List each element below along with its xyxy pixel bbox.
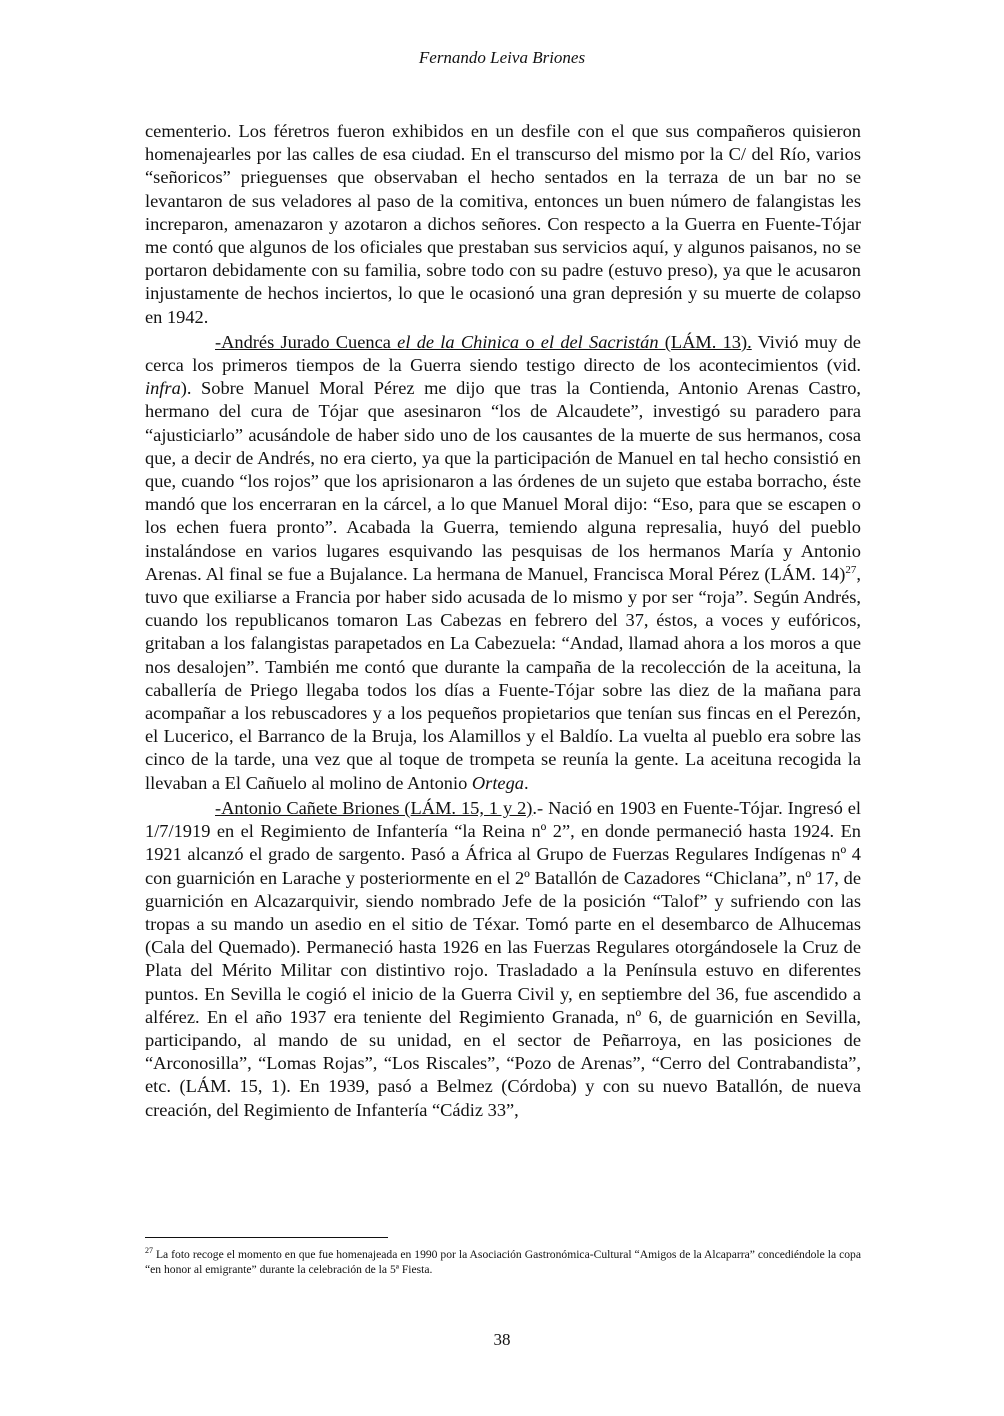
body-text [145, 120, 861, 1122]
person-heading: -Andrés Jurado Cuenca el de la Chinica o el del Sacristán (LÁM. 13). [215, 331, 752, 352]
paragraph-andres-jurado: -Andrés Jurado Cuenca el de la Chinica o el del Sacristán (LÁM. 13). Vivió muy de cerca los primeros tiempos de la Guerra siendo testigo directo de los acontecimientos (vid. infra). Sobre Manuel Moral Pérez me dijo que tras la Contienda, Antonio Arenas Castro, hermano del cura de Tójar que asesinaron “los de Alcaudete”, investigó su paradero para “ajusticiarlo” acusándole de haber sido uno de los causantes de la muerte de sus hermanos, cosa que, a decir de Andrés, no era cierto, ya que la participación de Manuel en tal hecho consistió en que, cuando “los rojos” que los aprisionaron a las órdenes de un sujeto que estaba borracho, éste mandó que los encerraran en la cárcel, a lo que Manuel Moral dijo: “Eso, para que se escapen o los echen fuera pronto”. Acabada la Guerra, temiendo alguna represalia, huyó del pueblo instalándose en varios lugares esquivando las pesquisas de los hermanos María y Antonio Arenas. Al final se fue a Bujalance. La hermana de Manuel, Francisca Moral Pérez (LÁM. 14)$^{27}$, tuvo que exiliarse a Francia por haber sido acusada de lo mismo y por ser “roja”. Según Andrés, cuando los republicanos tomaron Las Cabezas en febrero del 37, éstos, a voces y eufóricos, gritaban a los falangistas parapetados en La Cabezuela: “Andad, llamad ahora a los moros a que nos desalojen”. También me contó que durante la campaña de la recolección de la aceituna, la caballería de Priego llegaba todos los días a Fuente-Tójar sobre las diez de la mañana para acompañar a los rebuscadores y a los pequeños propietarios que tenían sus fincas en el Perezón, el Lucerico, el Barranco de la Bruja, los Alamillos y el Baldío. La vuelta al pueblo era sobre las cinco de la tarde, una vez que al toque de trompeta se reunía la gente. La aceituna recogida la llevaban a El Cañuelo al molino de Antonio Ortega. [145, 331, 861, 793]
footnote-number: 27 [145, 1246, 153, 1256]
footnote: $^{27}$ La foto recoge el momento en que fue homenajeada en 1990 por la Asociación Gastronómica-Cultural “Amigos de la Alcaparra” concediéndole la copa “en honor al emigrante” durante la celebración de la 5ª Fiesta. [145, 1246, 861, 1276]
footnote-divider [145, 1237, 388, 1238]
paragraph-1: cementerio. Los féretros fueron exhibidos en un desfile con el que sus compañeros quisieron homenajearles por las calles de esa ciudad. En el transcurso del mismo por la C/ del Río, varios “señoricos” prieguenses que observaban el hecho sentados en la terraza de un bar no se levantaron de sus veladores al paso de la comitiva, entonces un buen número de falangistas les increparon, amenazaron y azotaron a dichos señores. Con respecto a la Guerra en Fuente-Tójar me contó que algunos de los oficiales que prestaban sus servicios aquí, y algunos paisanos, no se portaron debidamente con su familia, sobre todo con su padre (estuvo preso), ya que le acusaron injustamente de hechos inciertos, lo que le ocasionó una gran depresión y su muerte de colapso en 1942. [145, 121, 861, 327]
running-header-author: Fernando Leiva Briones [418, 48, 586, 67]
page-number: 38 [493, 1330, 511, 1349]
person-heading: -Antonio Cañete Briones (LÁM. 15, 1 y 2) [215, 797, 533, 818]
paragraph-antonio-canete: -Antonio Cañete Briones (LÁM. 15, 1 y 2).- Nació en 1903 en Fuente-Tójar. Ingresó el 1/7/1919 en el Regimiento de Infantería “la Reina nº 2”, en donde permaneció hasta 1924. En 1921 alcanzó el grado de sargento. Pasó a África al Grupo de Fuerzas Regulares Indígenas nº 4 con guarnición en Larache y posteriormente en el 2º Batallón de Cazadores “Chiclana”, nº 17, de guarnición en Alcazarquivir, siendo nombrado Jefe de la posición “Talof” y sufriendo con las tropas a su mando un asedio en el sitio de Téxar. Tomó parte en el desembarco de Alhucemas (Cala del Quemado). Permaneció hasta 1926 en las Fuerzas Regulares otorgándosele la Cruz de Plata del Mérito Militar con distintivo rojo. Trasladado a la Península estuvo en diferentes puntos. En Sevilla le cogió el inicio de la Guerra Civil y, en septiembre del 36, fue ascendido a alférez. En el año 1937 era teniente del Regimiento Granada, nº 6, de guarnición en Sevilla, participando, al mando de su unidad, en el sector de Peñarroya, en las posiciones de “Arconosilla”, “Lomas Rojas”, “Los Riscales”, “Pozo de Arenas”, “Cerro del Contrabandista”, etc. (LÁM. 15, 1). En 1939, pasó a Belmez (Córdoba) y con su nuevo Batallón, de nueva creación, del Regimiento de Infantería “Cádiz 33”, [145, 797, 861, 1120]
footnote-reference[interactable]: 27 [845, 563, 857, 576]
